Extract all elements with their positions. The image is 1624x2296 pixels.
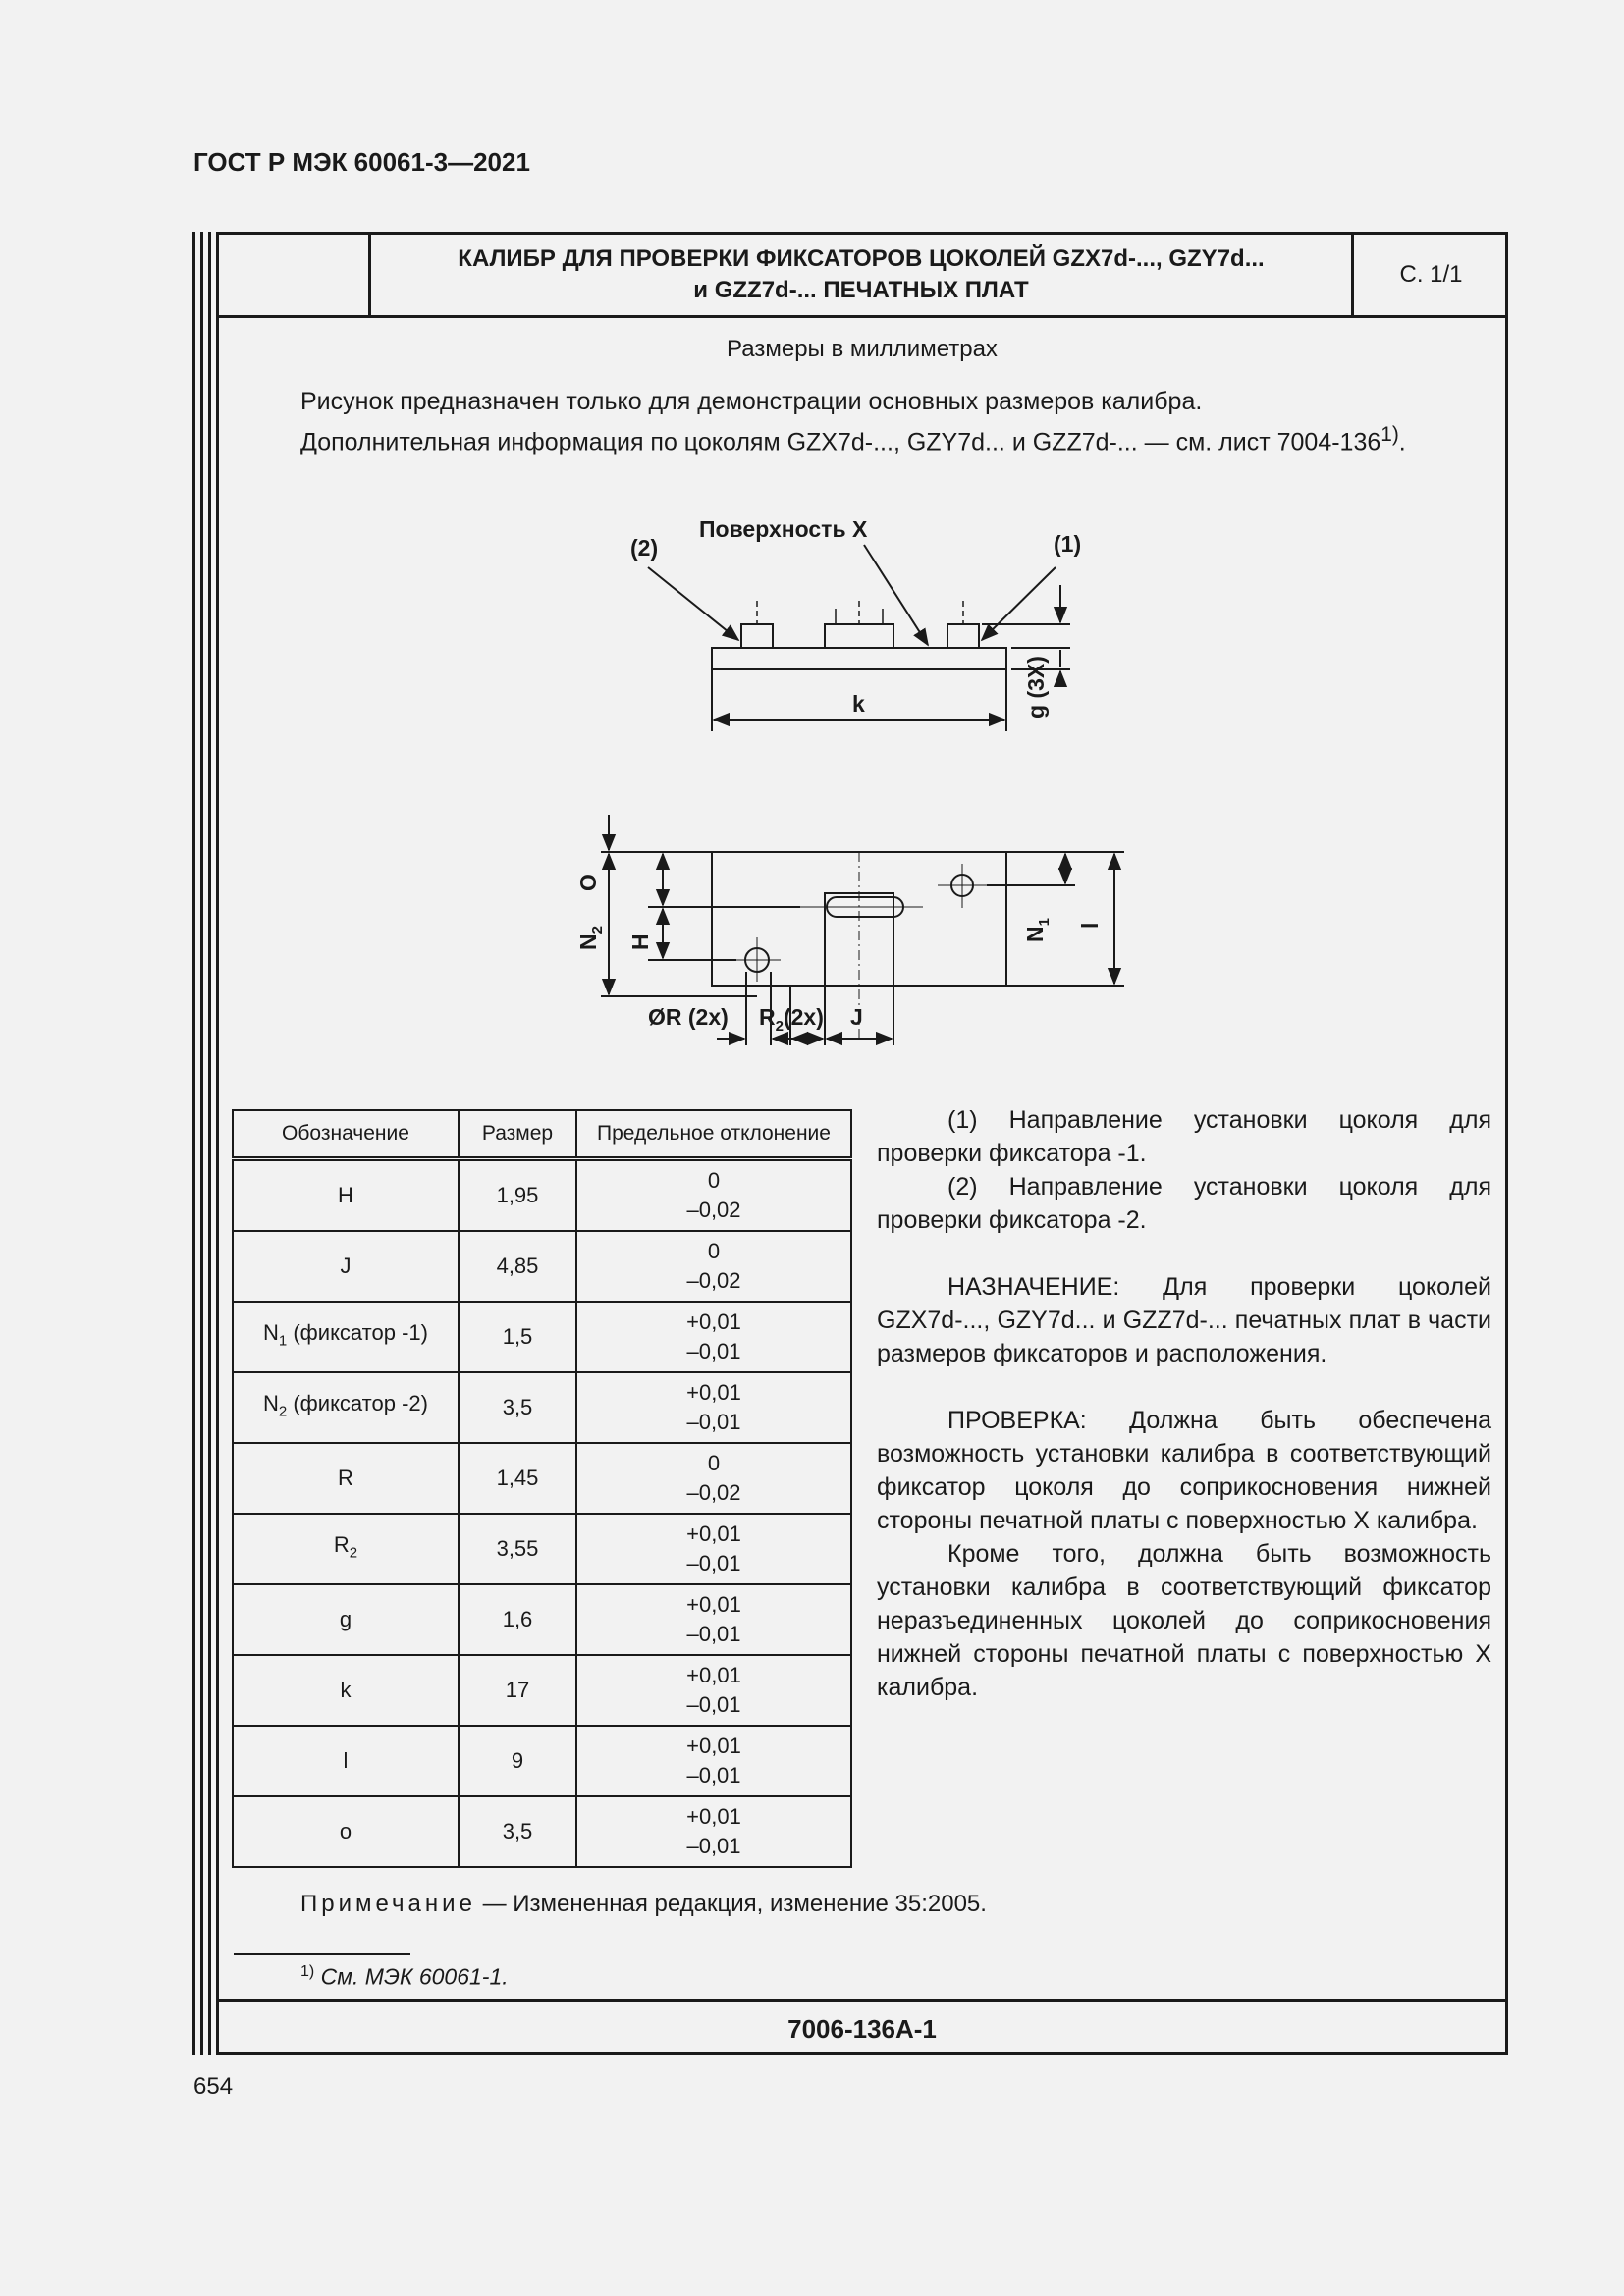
tolerance-upper: +0,01 — [686, 1592, 741, 1617]
extra-note: Кроме того, должна быть возможность установки калибра в соответствующий фиксатор неразъединенных цоколей до соприкосновения нижней стороны печатной платы с поверхностью X калибра. — [877, 1540, 1491, 1701]
footnote-mark: 1) — [300, 1963, 315, 1980]
header-designation: Обозначение — [233, 1110, 459, 1159]
cell-tolerance — [576, 1655, 851, 1726]
pin-center — [825, 624, 893, 648]
sheet-code: 7006-136A-1 — [787, 2014, 937, 2044]
designation-symbol: N — [263, 1390, 279, 1415]
tolerance-lower: –0,01 — [686, 1834, 741, 1858]
notes-column — [877, 1103, 1491, 1704]
label-surface-x: Поверхность X — [699, 516, 868, 542]
table-row — [233, 1159, 851, 1232]
label-j: J — [850, 1004, 863, 1030]
pin-left — [741, 624, 773, 648]
designation-symbol: J — [340, 1254, 352, 1278]
designation-suffix: (фиксатор -2) — [287, 1390, 428, 1415]
cell-designation — [233, 1655, 459, 1726]
cell-size: 1,6 — [459, 1584, 576, 1655]
label-direction-1: (1) — [1054, 531, 1082, 557]
label-n1-letter: N — [1022, 926, 1048, 942]
table-row — [233, 1726, 851, 1796]
designation-symbol: k — [340, 1678, 352, 1702]
tolerance-lower: –0,02 — [686, 1268, 741, 1293]
intro-reference-text: Дополнительная информация по цоколям GZX7d-..., GZY7d... и GZZ7d-... — см. лист 7004-136 — [300, 428, 1381, 456]
cell-tolerance — [576, 1231, 851, 1302]
cell-tolerance — [576, 1443, 851, 1514]
header-tolerance: Предельное отклонение — [576, 1110, 851, 1159]
purpose-note: НАЗНАЧЕНИЕ: Для проверки цоколей GZX7d-..., GZY7d... и GZZ7d-... печатных плат в части размеров фиксаторов и расположения. — [877, 1273, 1491, 1367]
units-note: Размеры в миллиметрах — [727, 336, 998, 362]
cell-size: 3,5 — [459, 1372, 576, 1443]
cell-size: 1,5 — [459, 1302, 576, 1372]
footnote-rule — [234, 1953, 410, 1955]
cell-designation — [233, 1302, 459, 1372]
cell-size: 4,85 — [459, 1231, 576, 1302]
designation-symbol: H — [338, 1183, 353, 1207]
cell-tolerance — [576, 1302, 851, 1372]
cell-tolerance — [576, 1584, 851, 1655]
label-k: k — [852, 691, 865, 717]
dimensions-table — [232, 1109, 852, 1868]
tolerance-lower: –0,01 — [686, 1763, 741, 1788]
footnote-ref: 1) — [1380, 423, 1399, 446]
sheet-title-line2: и GZZ7d-... ПЕЧАТНЫХ ПЛАТ — [693, 277, 1029, 303]
designation-symbol: o — [339, 1819, 352, 1843]
designation-subscript: 2 — [349, 1544, 358, 1562]
direction-note-2: (2) Направление установки цоколя для проверки фиксатора -2. — [877, 1173, 1491, 1234]
tolerance-lower: –0,01 — [686, 1551, 741, 1575]
label-n2 — [575, 926, 606, 950]
label-r2-letter: R — [759, 1004, 776, 1030]
tolerance-upper: +0,01 — [686, 1663, 741, 1687]
gauge-drawing — [0, 0, 1624, 1080]
designation-subscript: 2 — [278, 1403, 288, 1420]
designation-symbol: g — [339, 1607, 352, 1631]
cell-size: 17 — [459, 1655, 576, 1726]
cell-tolerance — [576, 1372, 851, 1443]
cell-designation — [233, 1796, 459, 1867]
table-row — [233, 1302, 851, 1372]
cell-designation — [233, 1159, 459, 1232]
note-text: — Измененная редакция, изменение 35:2005. — [475, 1891, 987, 1917]
footnote — [300, 1963, 509, 1991]
cell-size: 3,5 — [459, 1796, 576, 1867]
document-header: ГОСТ Р МЭК 60061-3—2021 — [193, 147, 530, 177]
table-row — [233, 1514, 851, 1584]
direction-note-1: (1) Направление установки цоколя для проверки фиксатора -1. — [877, 1106, 1491, 1167]
table-row — [233, 1372, 851, 1443]
label-n1 — [1022, 918, 1053, 942]
intro-paragraph: Рисунок предназначен только для демонстрации основных размеров калибра. — [300, 388, 1203, 415]
tolerance-lower: –0,01 — [686, 1339, 741, 1363]
cell-size: 1,45 — [459, 1443, 576, 1514]
tolerance-upper: +0,01 — [686, 1380, 741, 1405]
cell-designation — [233, 1584, 459, 1655]
designation-suffix: (фиксатор -1) — [287, 1319, 428, 1345]
cell-size: 3,55 — [459, 1514, 576, 1584]
designation-symbol: l — [343, 1748, 349, 1773]
table-row — [233, 1796, 851, 1867]
label-l: l — [1077, 922, 1103, 929]
sheet-title-line1: КАЛИБР ДЛЯ ПРОВЕРКИ ФИКСАТОРОВ ЦОКОЛЕЙ GZX7d-..., GZY7d... — [458, 245, 1265, 272]
designation-symbol: N — [263, 1319, 279, 1345]
page-number: 654 — [193, 2073, 234, 2100]
tolerance-upper: 0 — [707, 1451, 721, 1475]
designation-symbol: R — [338, 1466, 353, 1490]
label-r2-tail: (2x) — [783, 1004, 824, 1030]
label-r2-sub: 2 — [775, 1018, 784, 1035]
tolerance-upper: +0,01 — [686, 1804, 741, 1829]
label-g: g (3X) — [1023, 656, 1049, 719]
designation-subscript: 1 — [278, 1332, 288, 1350]
intro-reference-end: . — [1398, 428, 1406, 456]
designation-symbol: R — [333, 1531, 350, 1557]
cell-designation — [233, 1514, 459, 1584]
cell-size: 9 — [459, 1726, 576, 1796]
sheet-number: С. 1/1 — [1351, 232, 1508, 318]
label-h: H — [627, 934, 653, 950]
cell-designation — [233, 1372, 459, 1443]
tolerance-upper: +0,01 — [686, 1734, 741, 1758]
pin-right — [947, 624, 979, 648]
cell-tolerance — [576, 1514, 851, 1584]
label-r: ØR (2x) — [648, 1004, 729, 1030]
label-direction-2: (2) — [630, 535, 659, 561]
table-header-row — [233, 1110, 851, 1159]
header-size: Размер — [459, 1110, 576, 1159]
table-row — [233, 1443, 851, 1514]
bottom-rule — [216, 1999, 1508, 2002]
tolerance-upper: 0 — [707, 1239, 721, 1263]
table-row — [233, 1231, 851, 1302]
label-o: O — [575, 874, 601, 891]
footnote-text: См. МЭК 60061-1. — [314, 1963, 509, 1990]
tolerance-upper: 0 — [707, 1168, 721, 1193]
table-row — [233, 1655, 851, 1726]
note-label: Примечание — [300, 1891, 476, 1917]
tolerance-lower: –0,01 — [686, 1692, 741, 1717]
label-n2-letter: N — [575, 934, 601, 950]
tolerance-lower: –0,01 — [686, 1410, 741, 1434]
cell-designation — [233, 1726, 459, 1796]
cell-designation — [233, 1443, 459, 1514]
tolerance-lower: –0,01 — [686, 1622, 741, 1646]
label-n2-sub: 2 — [589, 926, 606, 934]
amendment-note — [300, 1891, 987, 1918]
tolerance-lower: –0,02 — [686, 1480, 741, 1505]
cell-tolerance — [576, 1159, 851, 1232]
tolerance-upper: +0,01 — [686, 1522, 741, 1546]
cell-tolerance — [576, 1726, 851, 1796]
gauge-side-plate — [712, 648, 1006, 669]
label-n1-sub: 1 — [1036, 918, 1053, 927]
cell-tolerance — [576, 1796, 851, 1867]
check-note: ПРОВЕРКА: Должна быть обеспечена возможность установки калибра в соответствующий фиксатор цоколя до соприкосновения нижней стороны печатной платы с поверхностью X калибра. — [877, 1407, 1491, 1534]
cell-size: 1,95 — [459, 1159, 576, 1232]
tolerance-upper: +0,01 — [686, 1309, 741, 1334]
table-row — [233, 1584, 851, 1655]
tolerance-lower: –0,02 — [686, 1198, 741, 1222]
cell-designation — [233, 1231, 459, 1302]
